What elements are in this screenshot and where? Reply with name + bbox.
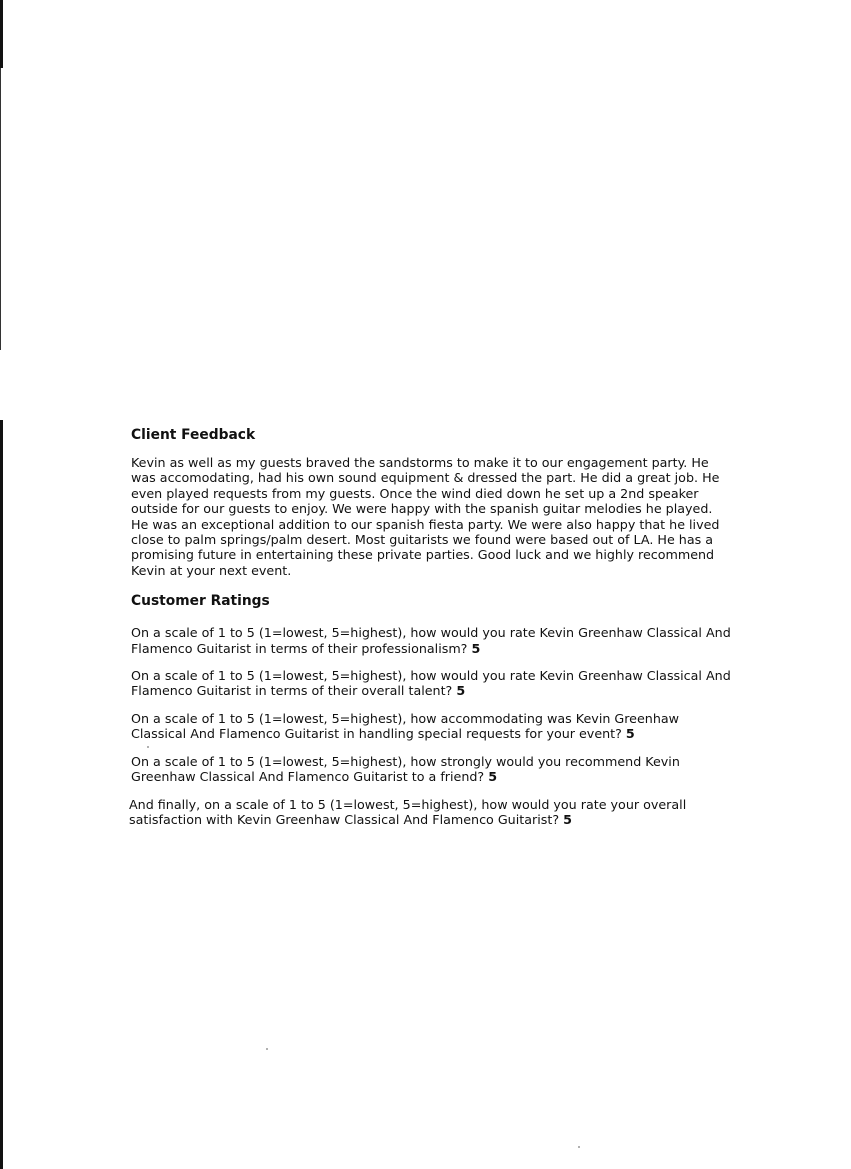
rating-recommend [131, 754, 731, 785]
rating-value: 5 [456, 683, 466, 699]
scan-edge-middle [0, 68, 1, 350]
scan-speck [578, 1146, 580, 1148]
rating-value: 5 [471, 640, 481, 656]
scan-edge-bottom [0, 420, 3, 1169]
rating-value: 5 [563, 811, 572, 827]
rating-value: 5 [488, 769, 498, 785]
rating-value: 5 [625, 726, 635, 742]
ratings-list [131, 625, 731, 827]
customer-ratings-heading: Customer Ratings [131, 593, 270, 610]
client-feedback-text: Kevin as well as my guests braved the sandstorms to make it to our engagement party. He was accomodating, had his own sound equipment & dressed the part. He did a great job. He even played requests from my guests. Once the wind died down he set up a 2nd speaker outside for our guests to enjoy. We were happy with the spanish guitar melodies he played. He was an exceptional addition to our spanish fiesta party. We were also happy that he lived close to palm springs/palm desert. Most guitarists we found were based out of LA. He has a promising future in entertaining these private parties. Good luck and we highly recommend Kevin at your next event. [131, 455, 720, 578]
rating-overall-satisfaction [129, 797, 731, 828]
rating-question: And finally, on a scale of 1 to 5 (1=lowest, 5=highest), how would you rate your overall satisfaction with Kevin Greenhaw Classical And Flamenco Guitarist? [129, 796, 687, 827]
document-body [131, 426, 731, 839]
rating-accommodating [131, 711, 731, 742]
scan-speck [266, 1048, 268, 1050]
rating-question: On a scale of 1 to 5 (1=lowest, 5=highest), how accommodating was Kevin Greenhaw Classical And Flamenco Guitarist in handling special requests for your event? [131, 710, 680, 742]
rating-professionalism [131, 625, 731, 656]
rating-overall-talent [131, 668, 731, 699]
client-feedback-heading: Client Feedback [131, 427, 256, 443]
rating-question: On a scale of 1 to 5 (1=lowest, 5=highest), how strongly would you recommend Kevin Greenhaw Classical And Flamenco Guitarist to a friend? [131, 753, 680, 785]
scan-edge-top [0, 0, 3, 68]
rating-question: On a scale of 1 to 5 (1=lowest, 5=highest), how would you rate Kevin Greenhaw Classical And Flamenco Guitarist in terms of their overall talent? [131, 668, 731, 699]
rating-question: On a scale of 1 to 5 (1=lowest, 5=highest), how would you rate Kevin Greenhaw Classical And Flamenco Guitarist in terms of their professionalism? [131, 625, 731, 656]
